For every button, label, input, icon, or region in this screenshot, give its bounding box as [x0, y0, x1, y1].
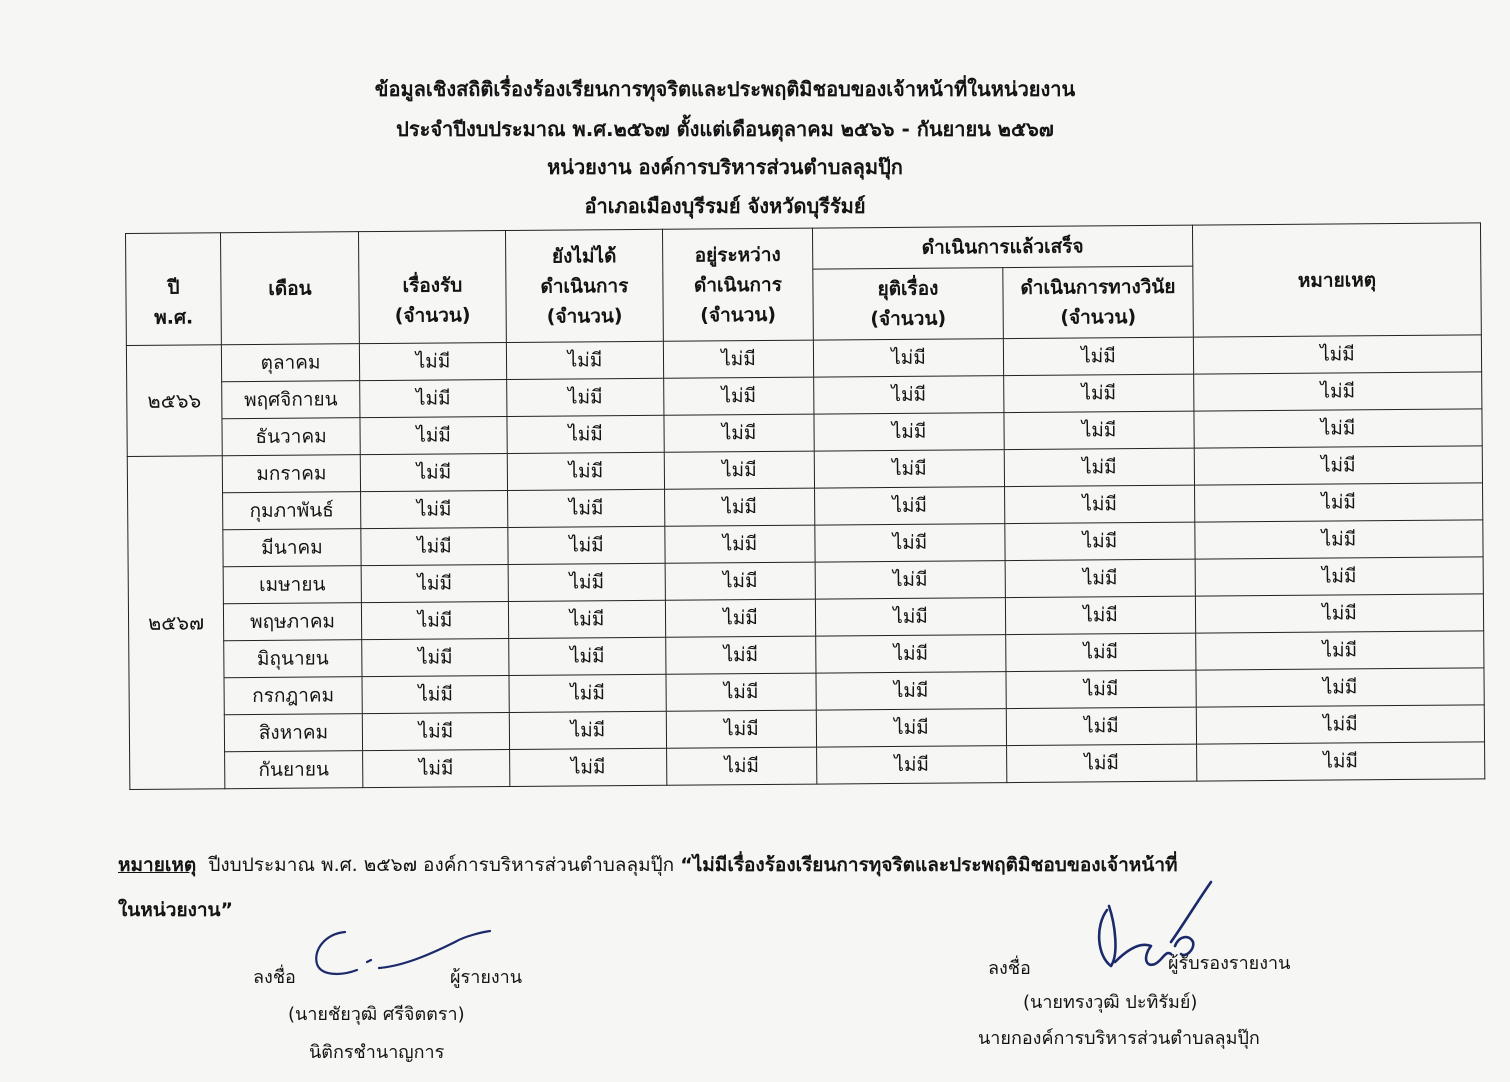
reporter-sign-label: ลงชื่อ — [253, 967, 296, 988]
in-progress-cell: ไม่มี — [666, 636, 816, 674]
received-cell: ไม่มี — [362, 638, 509, 676]
in-progress-cell: ไม่มี — [666, 710, 816, 748]
header-disciplinary-line1: ดำเนินการทางวินัย — [1020, 275, 1176, 299]
title-line-4: อำเภอเมืองบุรีรมย์ จังหวัดบุรีรัมย์ — [584, 194, 866, 218]
terminated-cell: ไม่มี — [814, 413, 1004, 451]
remark-cell: ไม่มี — [1196, 631, 1484, 670]
header-received — [358, 231, 506, 344]
terminated-cell: ไม่มี — [816, 709, 1006, 747]
remark-cell: ไม่มี — [1196, 705, 1484, 744]
header-not-started — [505, 229, 663, 342]
remark-cell: ไม่มี — [1195, 557, 1483, 596]
in-progress-cell: ไม่มี — [664, 414, 814, 452]
disciplinary-cell: ไม่มี — [1003, 337, 1193, 375]
remark-label: หมายเหตุ — [118, 854, 197, 876]
header-not-started-line1: ยังไม่ได้ — [551, 244, 617, 268]
header-year-line2: พ.ศ. — [154, 305, 194, 329]
approver-position: นายกองค์การบริหารส่วนตำบลลุมปุ๊ก — [978, 1028, 1260, 1049]
month-cell: ตุลาคม — [221, 344, 359, 382]
terminated-cell: ไม่มี — [815, 561, 1005, 599]
not-started-cell: ไม่มี — [509, 674, 666, 712]
in-progress-cell: ไม่มี — [666, 673, 816, 711]
remark-cell: ไม่มี — [1194, 372, 1482, 411]
terminated-cell: ไม่มี — [815, 487, 1005, 525]
not-started-cell: ไม่มี — [508, 600, 665, 638]
disciplinary-cell: ไม่มี — [1007, 744, 1197, 782]
not-started-cell: ไม่มี — [506, 341, 663, 379]
disciplinary-cell: ไม่มี — [1006, 670, 1196, 708]
disciplinary-cell: ไม่มี — [1005, 485, 1195, 523]
header-terminated-line1: ยุติเรื่อง — [877, 277, 939, 301]
complaint-statistics-table — [125, 222, 1485, 790]
in-progress-cell: ไม่มี — [665, 562, 815, 600]
received-cell: ไม่มี — [360, 417, 507, 455]
terminated-cell: ไม่มี — [815, 524, 1005, 562]
reporter-name: (นายชัยวุฒิ ศรีจิตตรา) — [288, 1004, 465, 1025]
not-started-cell: ไม่มี — [509, 637, 666, 675]
year-cell: ๒๕๖๖ — [126, 345, 222, 457]
disciplinary-cell: ไม่มี — [1006, 707, 1196, 745]
terminated-cell: ไม่มี — [816, 635, 1006, 673]
remark-cell: ไม่มี — [1195, 483, 1483, 522]
header-not-started-line2: ดำเนินการ — [540, 274, 629, 298]
remark-quote-2: ในหน่วยงาน” — [118, 899, 234, 921]
received-cell: ไม่มี — [361, 491, 508, 529]
terminated-cell: ไม่มี — [813, 339, 1003, 377]
disciplinary-cell: ไม่มี — [1005, 559, 1195, 597]
header-received-line1: เรื่องรับ — [402, 273, 463, 297]
remark-quote-1: “ไม่มีเรื่องร้องเรียนการทุจริตและประพฤติมิชอบของเจ้าหน้าที่ — [680, 854, 1178, 876]
remark-cell: ไม่มี — [1196, 668, 1484, 707]
received-cell: ไม่มี — [360, 380, 507, 418]
remark-cell: ไม่มี — [1194, 409, 1482, 448]
year-cell: ๒๕๖๗ — [127, 456, 225, 790]
in-progress-cell: ไม่มี — [663, 340, 813, 378]
not-started-cell: ไม่มี — [507, 415, 664, 453]
terminated-cell: ไม่มี — [816, 672, 1006, 710]
not-started-cell: ไม่มี — [507, 378, 664, 416]
in-progress-cell: ไม่มี — [664, 451, 814, 489]
month-cell: มิถุนายน — [224, 640, 362, 678]
received-cell: ไม่มี — [361, 602, 508, 640]
disciplinary-cell: ไม่มี — [1006, 633, 1196, 671]
month-cell: สิงหาคม — [224, 714, 362, 752]
remark-cell: ไม่มี — [1197, 742, 1485, 781]
not-started-cell: ไม่มี — [508, 563, 665, 601]
header-year-line1: ปี — [167, 276, 180, 299]
header-received-line2: (จำนวน) — [394, 303, 471, 327]
reporter-role: ผู้รายงาน — [450, 967, 523, 988]
remark-cell: ไม่มี — [1193, 335, 1481, 374]
terminated-cell: ไม่มี — [814, 450, 1004, 488]
month-cell: มกราคม — [222, 455, 360, 493]
remark-cell: ไม่มี — [1195, 520, 1483, 559]
in-progress-cell: ไม่มี — [664, 377, 814, 415]
header-remark: หมายเหตุ — [1192, 223, 1481, 337]
header-completed-group: ดำเนินการแล้วเสร็จ — [812, 225, 1192, 269]
disciplinary-cell: ไม่มี — [1005, 596, 1195, 634]
month-cell: กุมภาพันธ์ — [223, 492, 361, 530]
remark-cell: ไม่มี — [1194, 446, 1482, 485]
header-year — [126, 233, 222, 346]
disciplinary-cell: ไม่มี — [1004, 448, 1194, 486]
month-cell: มีนาคม — [223, 529, 361, 567]
month-cell: พฤศจิกายน — [222, 381, 360, 419]
remark-cell: ไม่มี — [1195, 594, 1483, 633]
header-in-progress-line2: ดำเนินการ — [693, 273, 782, 297]
approver-role: ผู้รับรองรายงาน — [1168, 953, 1291, 974]
month-cell: เมษายน — [223, 566, 361, 604]
table-body — [126, 335, 1484, 790]
in-progress-cell: ไม่มี — [667, 747, 817, 785]
header-in-progress — [662, 228, 813, 341]
terminated-cell: ไม่มี — [817, 746, 1007, 784]
title-line-2: ประจำปีงบประมาณ พ.ศ.๒๕๖๗ ตั้งแต่เดือนตุลาคม ๒๕๖๖ - กันยายน ๒๕๖๗ — [396, 117, 1054, 141]
not-started-cell: ไม่มี — [510, 748, 667, 786]
not-started-cell: ไม่มี — [508, 489, 665, 527]
month-cell: กรกฎาคม — [224, 677, 362, 715]
terminated-cell: ไม่มี — [814, 376, 1004, 414]
approver-name: (นายทรงวุฒิ ปะทิรัมย์) — [1023, 992, 1198, 1013]
terminated-cell: ไม่มี — [815, 598, 1005, 636]
in-progress-cell: ไม่มี — [665, 488, 815, 526]
header-not-started-line3: (จำนวน) — [546, 304, 623, 328]
not-started-cell: ไม่มี — [508, 526, 665, 564]
title-line-3: หน่วยงาน องค์การบริหารส่วนตำบลลุมปุ๊ก — [547, 155, 903, 179]
header-disciplinary — [1003, 266, 1194, 338]
remark-text: ปีงบประมาณ พ.ศ. ๒๕๖๗ องค์การบริหารส่วนตำบลลุมปุ๊ก — [208, 854, 675, 876]
header-terminated-line2: (จำนวน) — [870, 307, 947, 331]
received-cell: ไม่มี — [363, 749, 510, 787]
header-disciplinary-line2: (จำนวน) — [1060, 306, 1137, 329]
disciplinary-cell: ไม่มี — [1004, 374, 1194, 412]
received-cell: ไม่มี — [362, 675, 509, 713]
header-terminated — [813, 268, 1004, 340]
not-started-cell: ไม่มี — [509, 711, 666, 749]
received-cell: ไม่มี — [360, 454, 507, 492]
month-cell: กันยายน — [225, 751, 363, 789]
header-in-progress-line3: (จำนวน) — [700, 303, 777, 326]
received-cell: ไม่มี — [362, 712, 509, 750]
received-cell: ไม่มี — [359, 343, 506, 381]
month-cell: ธันวาคม — [222, 418, 360, 456]
received-cell: ไม่มี — [361, 565, 508, 603]
received-cell: ไม่มี — [361, 528, 508, 566]
header-month: เดือน — [221, 232, 360, 345]
reporter-position: นิติกรชำนาญการ — [309, 1042, 445, 1063]
month-cell: พฤษภาคม — [223, 603, 361, 641]
in-progress-cell: ไม่มี — [665, 525, 815, 563]
approver-sign-label: ลงชื่อ — [988, 958, 1031, 979]
in-progress-cell: ไม่มี — [665, 599, 815, 637]
not-started-cell: ไม่มี — [507, 452, 664, 490]
header-in-progress-line1: อยู่ระหว่าง — [694, 243, 781, 267]
title-line-1: ข้อมูลเชิงสถิติเรื่องร้องเรียนการทุจริตและประพฤติมิชอบของเจ้าหน้าที่ในหน่วยงาน — [374, 77, 1076, 101]
disciplinary-cell: ไม่มี — [1005, 522, 1195, 560]
disciplinary-cell: ไม่มี — [1004, 411, 1194, 449]
